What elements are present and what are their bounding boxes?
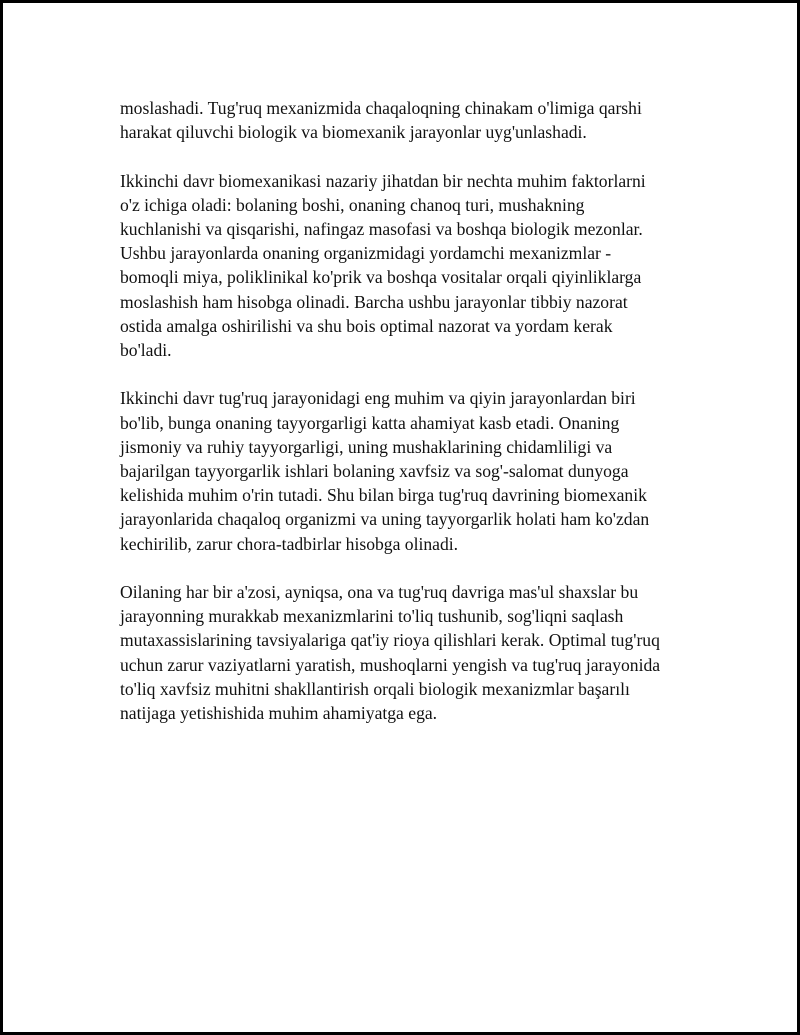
- text-line: ostida amalga oshirilishi va shu bois optimal nazorat va yordam kerak: [120, 315, 613, 336]
- text-line: kelishida muhim o'rin tutadi. Shu bilan birga tug'ruq davrining biomexanik: [120, 485, 647, 506]
- text-line: bo'lib, bunga onaning tayyorgarligi katta ahamiyat kasb etadi. Onaning: [120, 412, 620, 433]
- paragraph-3: [120, 386, 692, 555]
- text-line: kechirilib, zarur chora-tadbirlar hisobga olinadi.: [120, 533, 459, 554]
- text-line: natijaga yetishishida muhim ahamiyatga ega.: [120, 703, 438, 724]
- text-line: moslashish ham hisobga olinadi. Barcha ushbu jarayonlar tibbiy nazorat: [120, 291, 628, 312]
- text-line: bajarilgan tayyorgarlik ishlari bolaning xavfsiz va sog'-salomat dunyoga: [120, 461, 629, 482]
- text-line: mutaxassislarining tavsiyalariga qat'iy rioya qilishlari kerak. Optimal tug'ruq: [120, 630, 660, 651]
- text-line: o'z ichiga oladi: bolaning boshi, onaning chanoq turi, mushakning: [120, 194, 585, 215]
- text-line: harakat qiluvchi biologik va biomexanik jarayonlar uyg'unlashadi.: [120, 122, 587, 143]
- text-line: Oilaning har bir a'zosi, ayniqsa, ona va tug'ruq davriga mas'ul shaxslar bu: [120, 582, 639, 603]
- text-line: to'liq xavfsiz muhitni shakllantirish orqali biologik mexanizmlar başarılı: [120, 678, 630, 699]
- text-line: jismoniy va ruhiy tayyorgarligi, uning mushaklarining chidamliligi va: [120, 436, 613, 457]
- document-body: [120, 96, 692, 749]
- text-line: bomoqli miya, poliklinikal ko'prik va boshqa vositalar orqali qiyinliklarga: [120, 267, 642, 288]
- paragraph-2: [120, 169, 692, 363]
- text-line: jarayonlarida chaqaloq organizmi va uning tayyorgarlik holati ham ko'zdan: [120, 509, 650, 530]
- text-line: Ushbu jarayonlarda onaning organizmidagi yordamchi mexanizmlar -: [120, 243, 612, 264]
- paragraph-4: [120, 580, 692, 725]
- paragraph-1: [120, 96, 692, 144]
- text-line: Ikkinchi davr tug'ruq jarayonidagi eng muhim va qiyin jarayonlardan biri: [120, 388, 636, 409]
- text-line: Ikkinchi davr biomexanikasi nazariy jihatdan bir nechta muhim faktorlarni: [120, 170, 646, 191]
- text-line: bo'ladi.: [120, 340, 172, 361]
- text-line: jarayonning murakkab mexanizmlarini to'liq tushunib, sog'liqni saqlash: [120, 606, 624, 627]
- text-line: moslashadi. Tug'ruq mexanizmida chaqaloqning chinakam o'limiga qarshi: [120, 98, 642, 118]
- text-line: uchun zarur vaziyatlarni yaratish, mushoqlarni yengish va tug'ruq jarayonida: [120, 654, 661, 675]
- text-line: kuchlanishi va qisqarishi, nafingaz masofasi va boshqa biologik mezonlar.: [120, 219, 643, 239]
